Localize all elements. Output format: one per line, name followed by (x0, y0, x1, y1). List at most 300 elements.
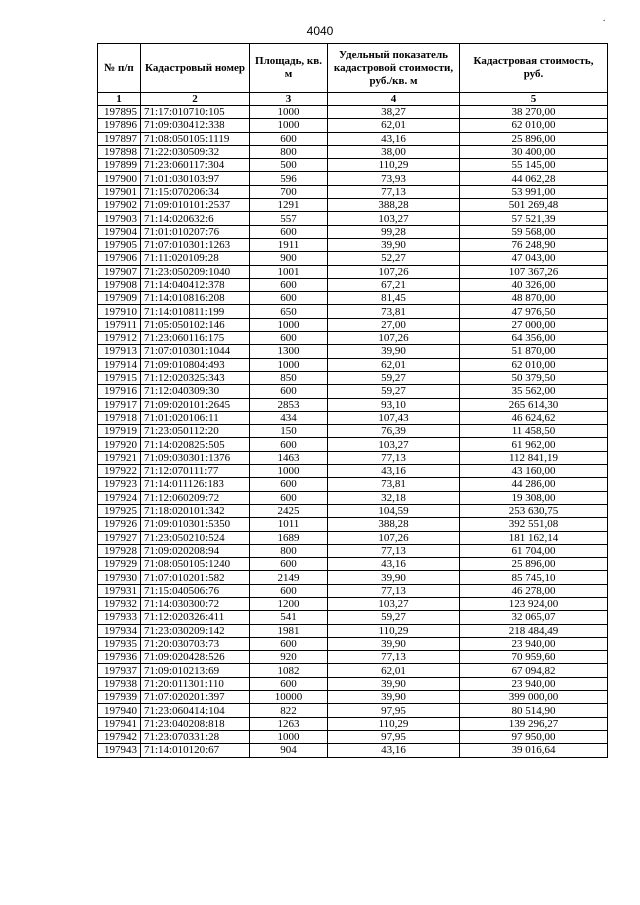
cadastral-number-cell: 71:09:020208:94 (141, 544, 250, 557)
unit-value-cell: 59,27 (328, 611, 460, 624)
cadastral-value-cell: 19 308,00 (460, 491, 608, 504)
row-number-cell: 197936 (98, 651, 141, 664)
unit-value-cell: 107,43 (328, 411, 460, 424)
unit-value-cell: 77,13 (328, 544, 460, 557)
header-cadastral-number: Кадастровый номер (141, 44, 250, 93)
table-row (98, 278, 608, 291)
header-row-number: № п/п (98, 44, 141, 93)
row-number-cell: 197926 (98, 518, 141, 531)
area-cell: 1000 (250, 318, 328, 331)
cadastral-value-cell: 44 286,00 (460, 478, 608, 491)
cadastral-value-cell: 25 896,00 (460, 558, 608, 571)
column-number: 5 (460, 93, 608, 106)
table-row (98, 491, 608, 504)
cadastral-number-cell: 71:08:050105:1240 (141, 558, 250, 571)
row-number-cell: 197930 (98, 571, 141, 584)
table-row (98, 664, 608, 677)
row-number-cell: 197940 (98, 704, 141, 717)
row-number-cell: 197932 (98, 597, 141, 610)
unit-value-cell: 103,27 (328, 438, 460, 451)
cadastral-number-cell: 71:14:030300:72 (141, 597, 250, 610)
unit-value-cell: 104,59 (328, 504, 460, 517)
unit-value-cell: 73,81 (328, 478, 460, 491)
area-cell: 1263 (250, 717, 328, 730)
area-cell: 596 (250, 172, 328, 185)
table-row (98, 305, 608, 318)
area-cell: 2149 (250, 571, 328, 584)
cadastral-number-cell: 71:12:070111:77 (141, 465, 250, 478)
unit-value-cell: 93,10 (328, 398, 460, 411)
area-cell: 600 (250, 292, 328, 305)
table-row (98, 465, 608, 478)
row-number-cell: 197903 (98, 212, 141, 225)
table-row (98, 584, 608, 597)
cadastral-value-cell: 47 976,50 (460, 305, 608, 318)
cadastral-value-cell: 57 521,39 (460, 212, 608, 225)
cadastral-number-cell: 71:12:020325:343 (141, 371, 250, 384)
table-row (98, 172, 608, 185)
unit-value-cell: 107,26 (328, 332, 460, 345)
cadastral-number-cell: 71:20:011301:110 (141, 677, 250, 690)
cadastral-value-cell: 107 367,26 (460, 265, 608, 278)
unit-value-cell: 77,13 (328, 185, 460, 198)
cadastral-value-cell: 67 094,82 (460, 664, 608, 677)
cadastral-value-cell: 392 551,08 (460, 518, 608, 531)
table-row (98, 212, 608, 225)
table-row (98, 438, 608, 451)
cadastral-number-cell: 71:14:040412:378 (141, 278, 250, 291)
area-cell: 1300 (250, 345, 328, 358)
row-number-cell: 197907 (98, 265, 141, 278)
cadastral-number-cell: 71:23:060414:104 (141, 704, 250, 717)
row-number-cell: 197902 (98, 199, 141, 212)
cadastral-value-cell: 62 010,00 (460, 358, 608, 371)
unit-value-cell: 43,16 (328, 132, 460, 145)
unit-value-cell: 103,27 (328, 212, 460, 225)
row-number-cell: 197905 (98, 238, 141, 251)
cadastral-value-cell: 32 065,07 (460, 611, 608, 624)
cadastral-value-table (97, 43, 608, 758)
cadastral-value-cell: 46 278,00 (460, 584, 608, 597)
unit-value-cell: 110,29 (328, 624, 460, 637)
cadastral-value-cell: 399 000,00 (460, 691, 608, 704)
area-cell: 1911 (250, 238, 328, 251)
area-cell: 434 (250, 411, 328, 424)
header-area: Площадь, кв. м (250, 44, 328, 93)
cadastral-value-cell: 80 514,90 (460, 704, 608, 717)
cadastral-value-cell: 38 270,00 (460, 106, 608, 119)
unit-value-cell: 110,29 (328, 717, 460, 730)
table-row (98, 371, 608, 384)
row-number-cell: 197910 (98, 305, 141, 318)
cadastral-number-cell: 71:09:010213:69 (141, 664, 250, 677)
table-row (98, 225, 608, 238)
column-number-row (98, 93, 608, 106)
cadastral-number-cell: 71:09:030412:338 (141, 119, 250, 132)
table-row (98, 106, 608, 119)
cadastral-number-cell: 71:09:020101:2645 (141, 398, 250, 411)
cadastral-number-cell: 71:22:030509:32 (141, 145, 250, 158)
row-number-cell: 197912 (98, 332, 141, 345)
cadastral-number-cell: 71:14:010811:199 (141, 305, 250, 318)
unit-value-cell: 38,00 (328, 145, 460, 158)
table-row (98, 597, 608, 610)
cadastral-value-cell: 76 248,90 (460, 238, 608, 251)
area-cell: 800 (250, 145, 328, 158)
row-number-cell: 197919 (98, 425, 141, 438)
cadastral-value-cell: 35 562,00 (460, 385, 608, 398)
unit-value-cell: 97,95 (328, 704, 460, 717)
unit-value-cell: 107,26 (328, 265, 460, 278)
unit-value-cell: 67,21 (328, 278, 460, 291)
cadastral-number-cell: 71:11:020109:28 (141, 252, 250, 265)
table-row (98, 651, 608, 664)
area-cell: 600 (250, 584, 328, 597)
unit-value-cell: 81,45 (328, 292, 460, 305)
table-row (98, 332, 608, 345)
cadastral-value-cell: 181 162,14 (460, 531, 608, 544)
area-cell: 1689 (250, 531, 328, 544)
area-cell: 600 (250, 225, 328, 238)
table-row (98, 199, 608, 212)
row-number-cell: 197908 (98, 278, 141, 291)
page-number: 4040 (306, 24, 334, 38)
table-header-row (98, 44, 608, 93)
area-cell: 1200 (250, 597, 328, 610)
area-cell: 1000 (250, 106, 328, 119)
area-cell: 600 (250, 478, 328, 491)
corner-mark: . (603, 13, 606, 23)
row-number-cell: 197899 (98, 159, 141, 172)
column-number: 1 (98, 93, 141, 106)
table-row (98, 744, 608, 757)
cadastral-value-cell: 218 484,49 (460, 624, 608, 637)
row-number-cell: 197916 (98, 385, 141, 398)
area-cell: 10000 (250, 691, 328, 704)
unit-value-cell: 62,01 (328, 664, 460, 677)
table-row (98, 159, 608, 172)
cadastral-number-cell: 71:01:010207:76 (141, 225, 250, 238)
unit-value-cell: 73,81 (328, 305, 460, 318)
row-number-cell: 197921 (98, 451, 141, 464)
unit-value-cell: 39,90 (328, 571, 460, 584)
area-cell: 541 (250, 611, 328, 624)
row-number-cell: 197934 (98, 624, 141, 637)
table-row (98, 544, 608, 557)
table-row (98, 478, 608, 491)
row-number-cell: 197906 (98, 252, 141, 265)
area-cell: 600 (250, 558, 328, 571)
cadastral-value-cell: 139 296,27 (460, 717, 608, 730)
cadastral-number-cell: 71:12:060209:72 (141, 491, 250, 504)
table-row (98, 717, 608, 730)
cadastral-number-cell: 71:15:040506:76 (141, 584, 250, 597)
unit-value-cell: 77,13 (328, 651, 460, 664)
cadastral-number-cell: 71:09:030301:1376 (141, 451, 250, 464)
table-row (98, 345, 608, 358)
cadastral-value-cell: 48 870,00 (460, 292, 608, 305)
unit-value-cell: 52,27 (328, 252, 460, 265)
cadastral-value-cell: 253 630,75 (460, 504, 608, 517)
area-cell: 700 (250, 185, 328, 198)
area-cell: 1291 (250, 199, 328, 212)
row-number-cell: 197896 (98, 119, 141, 132)
cadastral-value-cell: 50 379,50 (460, 371, 608, 384)
unit-value-cell: 77,13 (328, 451, 460, 464)
row-number-cell: 197939 (98, 691, 141, 704)
table-row (98, 611, 608, 624)
row-number-cell: 197898 (98, 145, 141, 158)
unit-value-cell: 27,00 (328, 318, 460, 331)
cadastral-number-cell: 71:23:030209:142 (141, 624, 250, 637)
cadastral-value-cell: 70 959,60 (460, 651, 608, 664)
cadastral-value-cell: 39 016,64 (460, 744, 608, 757)
unit-value-cell: 43,16 (328, 465, 460, 478)
cadastral-number-cell: 71:23:060116:175 (141, 332, 250, 345)
cadastral-value-cell: 46 624,62 (460, 411, 608, 424)
area-cell: 1000 (250, 358, 328, 371)
row-number-cell: 197924 (98, 491, 141, 504)
table-row (98, 119, 608, 132)
table-body (98, 106, 608, 758)
table-row (98, 265, 608, 278)
unit-value-cell: 103,27 (328, 597, 460, 610)
row-number-cell: 197942 (98, 730, 141, 743)
column-number: 4 (328, 93, 460, 106)
row-number-cell: 197895 (98, 106, 141, 119)
area-cell: 600 (250, 491, 328, 504)
header-unit-value: Удельный показатель кадастровой стоимости, руб./кв. м (328, 44, 460, 93)
row-number-cell: 197923 (98, 478, 141, 491)
area-cell: 2853 (250, 398, 328, 411)
unit-value-cell: 97,95 (328, 730, 460, 743)
table-row (98, 318, 608, 331)
cadastral-number-cell: 71:09:020428:526 (141, 651, 250, 664)
unit-value-cell: 107,26 (328, 531, 460, 544)
row-number-cell: 197901 (98, 185, 141, 198)
unit-value-cell: 73,93 (328, 172, 460, 185)
row-number-cell: 197914 (98, 358, 141, 371)
cadastral-number-cell: 71:08:050105:1119 (141, 132, 250, 145)
area-cell: 150 (250, 425, 328, 438)
cadastral-number-cell: 71:15:070206:34 (141, 185, 250, 198)
unit-value-cell: 388,28 (328, 518, 460, 531)
row-number-cell: 197915 (98, 371, 141, 384)
row-number-cell: 197928 (98, 544, 141, 557)
unit-value-cell: 62,01 (328, 119, 460, 132)
area-cell: 1000 (250, 465, 328, 478)
table-row (98, 531, 608, 544)
column-number: 3 (250, 93, 328, 106)
table-row (98, 411, 608, 424)
area-cell: 900 (250, 252, 328, 265)
cadastral-number-cell: 71:14:010816:208 (141, 292, 250, 305)
cadastral-value-cell: 59 568,00 (460, 225, 608, 238)
cadastral-value-cell: 55 145,00 (460, 159, 608, 172)
table-row (98, 637, 608, 650)
row-number-cell: 197938 (98, 677, 141, 690)
table-row (98, 704, 608, 717)
cadastral-number-cell: 71:23:050209:1040 (141, 265, 250, 278)
unit-value-cell: 32,18 (328, 491, 460, 504)
cadastral-value-cell: 43 160,00 (460, 465, 608, 478)
cadastral-value-cell: 85 745,10 (460, 571, 608, 584)
cadastral-number-cell: 71:01:030103:97 (141, 172, 250, 185)
cadastral-value-cell: 47 043,00 (460, 252, 608, 265)
row-number-cell: 197918 (98, 411, 141, 424)
row-number-cell: 197929 (98, 558, 141, 571)
row-number-cell: 197941 (98, 717, 141, 730)
area-cell: 1463 (250, 451, 328, 464)
table-row (98, 730, 608, 743)
area-cell: 850 (250, 371, 328, 384)
row-number-cell: 197927 (98, 531, 141, 544)
cadastral-number-cell: 71:09:010101:2537 (141, 199, 250, 212)
area-cell: 600 (250, 677, 328, 690)
row-number-cell: 197897 (98, 132, 141, 145)
unit-value-cell: 77,13 (328, 584, 460, 597)
table-row (98, 425, 608, 438)
area-cell: 500 (250, 159, 328, 172)
cadastral-value-cell: 64 356,00 (460, 332, 608, 345)
table-row (98, 504, 608, 517)
row-number-cell: 197922 (98, 465, 141, 478)
area-cell: 800 (250, 544, 328, 557)
cadastral-number-cell: 71:23:060117:304 (141, 159, 250, 172)
area-cell: 1000 (250, 730, 328, 743)
cadastral-value-cell: 62 010,00 (460, 119, 608, 132)
table-row (98, 145, 608, 158)
row-number-cell: 197904 (98, 225, 141, 238)
area-cell: 650 (250, 305, 328, 318)
cadastral-number-cell: 71:07:010201:582 (141, 571, 250, 584)
table-row (98, 571, 608, 584)
table-row (98, 185, 608, 198)
unit-value-cell: 110,29 (328, 159, 460, 172)
cadastral-value-cell: 97 950,00 (460, 730, 608, 743)
area-cell: 1981 (250, 624, 328, 637)
cadastral-number-cell: 71:07:020201:397 (141, 691, 250, 704)
table-row (98, 518, 608, 531)
area-cell: 557 (250, 212, 328, 225)
cadastral-value-cell: 25 896,00 (460, 132, 608, 145)
row-number-cell: 197937 (98, 664, 141, 677)
unit-value-cell: 43,16 (328, 744, 460, 757)
table-row (98, 451, 608, 464)
row-number-cell: 197911 (98, 318, 141, 331)
cadastral-value-cell: 265 614,30 (460, 398, 608, 411)
area-cell: 1001 (250, 265, 328, 278)
unit-value-cell: 39,90 (328, 677, 460, 690)
cadastral-number-cell: 71:14:010120:67 (141, 744, 250, 757)
unit-value-cell: 43,16 (328, 558, 460, 571)
cadastral-number-cell: 71:05:050102:146 (141, 318, 250, 331)
cadastral-value-cell: 61 704,00 (460, 544, 608, 557)
unit-value-cell: 59,27 (328, 371, 460, 384)
cadastral-number-cell: 71:14:020632:6 (141, 212, 250, 225)
cadastral-value-cell: 44 062,28 (460, 172, 608, 185)
cadastral-value-cell: 27 000,00 (460, 318, 608, 331)
row-number-cell: 197935 (98, 637, 141, 650)
table-row (98, 398, 608, 411)
area-cell: 600 (250, 332, 328, 345)
cadastral-number-cell: 71:23:050112:20 (141, 425, 250, 438)
unit-value-cell: 39,90 (328, 345, 460, 358)
area-cell: 904 (250, 744, 328, 757)
cadastral-value-cell: 61 962,00 (460, 438, 608, 451)
row-number-cell: 197931 (98, 584, 141, 597)
row-number-cell: 197913 (98, 345, 141, 358)
area-cell: 600 (250, 385, 328, 398)
cadastral-number-cell: 71:09:010301:5350 (141, 518, 250, 531)
cadastral-value-cell: 11 458,50 (460, 425, 608, 438)
row-number-cell: 197925 (98, 504, 141, 517)
unit-value-cell: 99,28 (328, 225, 460, 238)
unit-value-cell: 62,01 (328, 358, 460, 371)
unit-value-cell: 38,27 (328, 106, 460, 119)
table-row (98, 132, 608, 145)
cadastral-value-cell: 23 940,00 (460, 637, 608, 650)
cadastral-number-cell: 71:20:030703:73 (141, 637, 250, 650)
table-row (98, 691, 608, 704)
area-cell: 920 (250, 651, 328, 664)
unit-value-cell: 39,90 (328, 238, 460, 251)
row-number-cell: 197909 (98, 292, 141, 305)
unit-value-cell: 59,27 (328, 385, 460, 398)
cadastral-number-cell: 71:17:010710:105 (141, 106, 250, 119)
cadastral-value-cell: 30 400,00 (460, 145, 608, 158)
cadastral-number-cell: 71:23:070331:28 (141, 730, 250, 743)
cadastral-number-cell: 71:18:020101:342 (141, 504, 250, 517)
table-row (98, 238, 608, 251)
cadastral-number-cell: 71:12:040309:30 (141, 385, 250, 398)
table-row (98, 292, 608, 305)
area-cell: 600 (250, 278, 328, 291)
area-cell: 2425 (250, 504, 328, 517)
area-cell: 600 (250, 132, 328, 145)
cadastral-number-cell: 71:23:040208:818 (141, 717, 250, 730)
cadastral-value-cell: 40 326,00 (460, 278, 608, 291)
row-number-cell: 197943 (98, 744, 141, 757)
row-number-cell: 197900 (98, 172, 141, 185)
table-row (98, 677, 608, 690)
table-row (98, 252, 608, 265)
area-cell: 600 (250, 438, 328, 451)
cadastral-number-cell: 71:12:020326:411 (141, 611, 250, 624)
cadastral-number-cell: 71:14:011126:183 (141, 478, 250, 491)
table-row (98, 358, 608, 371)
row-number-cell: 197933 (98, 611, 141, 624)
row-number-cell: 197917 (98, 398, 141, 411)
unit-value-cell: 39,90 (328, 637, 460, 650)
cadastral-value-cell: 51 870,00 (460, 345, 608, 358)
cadastral-value-cell: 23 940,00 (460, 677, 608, 690)
table-row (98, 624, 608, 637)
table-row (98, 385, 608, 398)
header-cadastral-value: Кадастровая стоимость, руб. (460, 44, 608, 93)
cadastral-number-cell: 71:23:050210:524 (141, 531, 250, 544)
cadastral-value-cell: 501 269,48 (460, 199, 608, 212)
table-row (98, 558, 608, 571)
unit-value-cell: 76,39 (328, 425, 460, 438)
area-cell: 822 (250, 704, 328, 717)
cadastral-number-cell: 71:01:020106:11 (141, 411, 250, 424)
cadastral-number-cell: 71:14:020825:505 (141, 438, 250, 451)
cadastral-number-cell: 71:07:010301:1263 (141, 238, 250, 251)
unit-value-cell: 388,28 (328, 199, 460, 212)
cadastral-value-cell: 123 924,00 (460, 597, 608, 610)
cadastral-value-cell: 53 991,00 (460, 185, 608, 198)
